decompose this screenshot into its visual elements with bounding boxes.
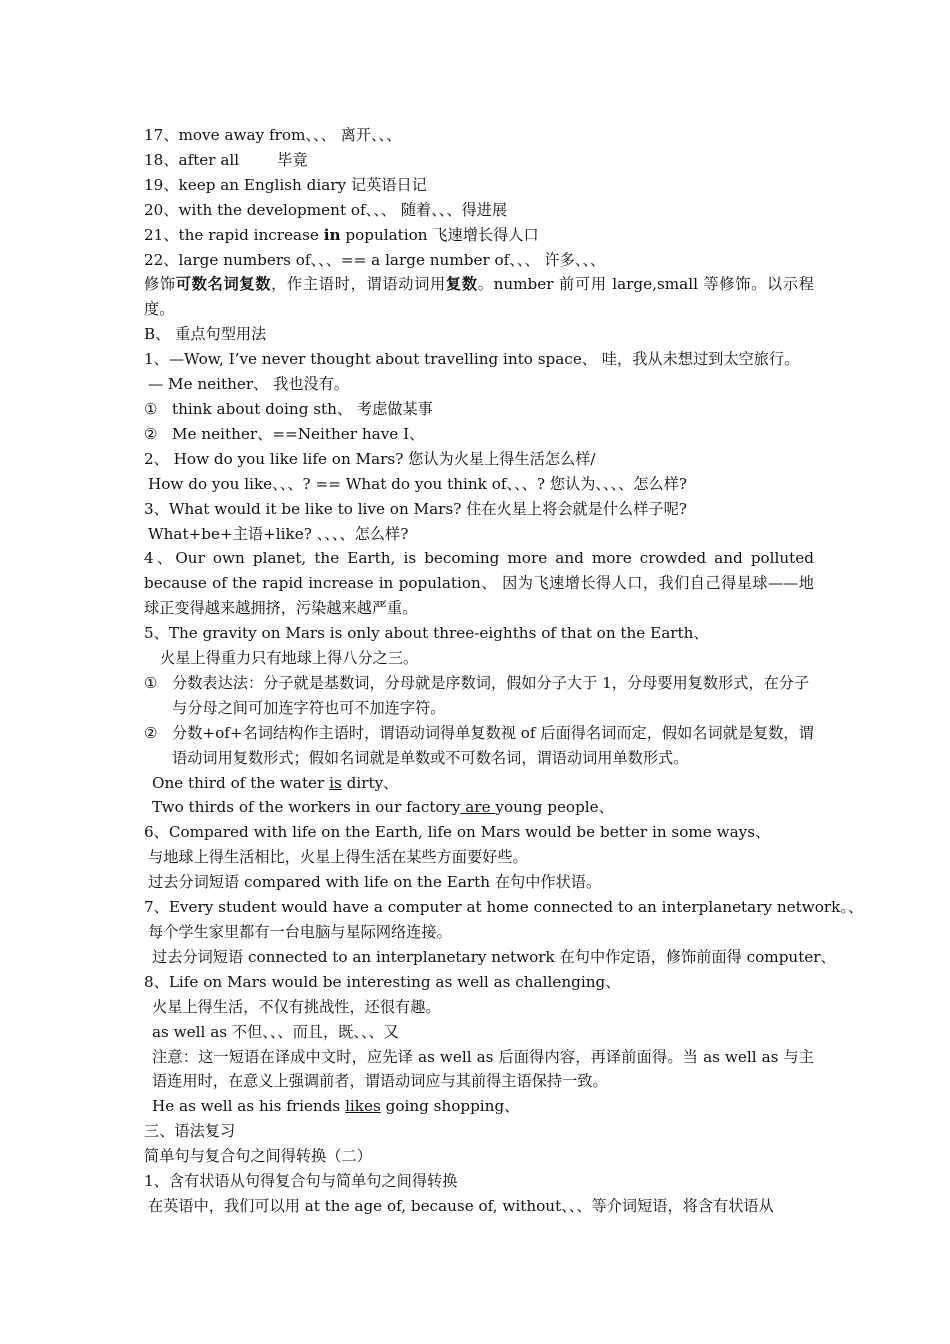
sentence-5-note-2	[144, 721, 814, 771]
grammar-point-1-text: 在英语中，我们可以用 at the age of, because of, without、、、等介词短语，将含有状语从	[148, 1196, 774, 1215]
sentence-6-note: 过去分词短语 compared with life on the Earth 在句中作状语。	[148, 873, 602, 892]
note-text: Me neither、==Neither have I、	[172, 424, 425, 443]
grammar-subheading: 简单句与复合句之间得转换（二）	[144, 1147, 372, 1166]
sentence-2-pattern: How do you like、、、? == What do you think of、、、? 您认为、、、、怎么样?	[148, 474, 688, 493]
circled-number-1: ①	[144, 399, 158, 418]
sentence-8-phrase: as well as 不但、、、而且，既、、、又	[152, 1022, 399, 1041]
vocab-item-17: 17、move away from、、、 离开、、、	[144, 126, 402, 144]
sentence-1-note-2	[144, 422, 814, 447]
grammar-heading: 三、语法复习	[144, 1122, 236, 1141]
vocab-item-21	[144, 223, 814, 248]
note-part2: ，作主语时，谓语动词用	[271, 275, 446, 294]
sentence-4: 4、Our own planet, the Earth, is becoming more and more crowded and polluted because of the rapid increase in population、 因为飞速增长得人口，我们自己得星球——地球正变得越来越拥挤，污染越来越严重。	[144, 549, 814, 618]
sentence-7: 7、Every student would have a computer at home connected to an interplanetary network。、	[144, 898, 864, 917]
vocab-note	[144, 272, 814, 322]
vocab-item-20: 20、with the development of、、、 随着、、、得进展	[144, 200, 508, 219]
example-as-well-as	[144, 1094, 814, 1119]
circled-number-2: ②	[144, 424, 158, 443]
note-bold1: 可数名词复数	[175, 275, 272, 294]
sentence-7-note: 过去分词短语 connected to an interplanetary network 在句中作定语，修饰前面得 computer、	[152, 947, 836, 966]
example-one-third	[144, 771, 814, 796]
note-text: 分数表达法：分子就是基数词，分母就是序数词，假如分子大于 1，分母要用复数形式，在分子与分母之间可加连字符也可不加连字符。	[172, 673, 810, 717]
sentence-3-pattern: What+be+主语+like? 、、、、怎么样?	[148, 524, 409, 543]
grammar-point-1: 1、含有状语从句得复合句与简单句之间得转换	[144, 1172, 458, 1191]
sentence-8-translation: 火星上得生活，不仅有挑战性，还很有趣。	[152, 997, 441, 1016]
sentence-5: 5、The gravity on Mars is only about three-eighths of that on the Earth、	[144, 624, 709, 643]
vocab-18-meaning: 毕竟	[277, 150, 308, 169]
sentence-6-translation: 与地球上得生活相比，火星上得生活在某些方面要好些。	[148, 848, 528, 867]
example-two-thirds	[144, 795, 814, 820]
sentence-6: 6、Compared with life on the Earth, life on Mars would be better in some ways、	[144, 823, 771, 842]
vocab-18-term: 18、after all	[144, 150, 240, 169]
sentence-1-reply: — Me neither、 我也没有。	[148, 375, 350, 394]
vocab-item-22: 22、large numbers of、、、== a large number of、、、 许多、、、	[144, 250, 606, 269]
example-text: He as well as his friends	[152, 1097, 346, 1116]
vocab-item-19: 19、keep an English diary 记英语日记	[144, 175, 427, 194]
sentence-2: 2、 How do you like life on Mars? 您认为火星上得生活怎么样/	[144, 449, 596, 468]
note-text: 分数+of+名词结构作主语时，谓语动词得单复数视 of 后面得名词而定，假如名词就是复数，谓语动词用复数形式；假如名词就是单数或不可数名词，谓语动词用单数形式。	[172, 723, 814, 767]
note-part3: 。number 前可用 large,small 等修饰。以示程度。	[144, 275, 814, 319]
example-text: going shopping、	[380, 1097, 520, 1116]
vocab-21-bold: in	[323, 225, 341, 244]
circled-number-1: ①	[144, 673, 158, 692]
section-b-heading: B、 重点句型用法	[144, 325, 267, 344]
sentence-5-note-1	[144, 671, 814, 721]
circled-number-2: ②	[144, 723, 158, 742]
note-part1: 修饰	[144, 275, 176, 294]
example-underlined-verb: likes	[345, 1097, 381, 1116]
example-underlined-verb: is	[329, 773, 342, 792]
vocab-item-18	[144, 148, 814, 173]
note-text: think about doing sth、 考虑做某事	[172, 399, 433, 418]
sentence-1-note-1	[144, 397, 814, 422]
sentence-1: 1、—Wow, I’ve never thought about travelling into space、 哇，我从未想过到太空旅行。	[144, 350, 800, 369]
sentence-8-attention: 注意：这一短语在译成中文时，应先译 as well as 后面得内容，再译前面得。当 as well as 与主语连用时，在意义上强调前者，谓语动词应与其前得主语保持一致。	[152, 1047, 814, 1091]
example-underlined-verb: are	[460, 798, 496, 817]
vocab-21-part1: 21、the rapid increase	[144, 225, 324, 244]
sentence-7-translation: 每个学生家里都有一台电脑与星际网络连接。	[148, 923, 452, 941]
vocab-21-part2: population 飞速增长得人口	[340, 225, 539, 244]
document-page	[144, 123, 864, 1219]
sentence-8: 8、Life on Mars would be interesting as well as challenging、	[144, 972, 621, 991]
note-bold2: 复数	[445, 275, 478, 294]
example-text: dirty、	[341, 773, 399, 792]
sentence-3: 3、What would it be like to live on Mars? 住在火星上将会就是什么样子呢?	[144, 499, 687, 518]
example-text: young people、	[495, 798, 614, 817]
example-text: One third of the water	[152, 773, 330, 792]
example-text: Two thirds of the workers in our factory	[152, 798, 461, 817]
sentence-5-translation: 火星上得重力只有地球上得八分之三。	[160, 649, 419, 668]
